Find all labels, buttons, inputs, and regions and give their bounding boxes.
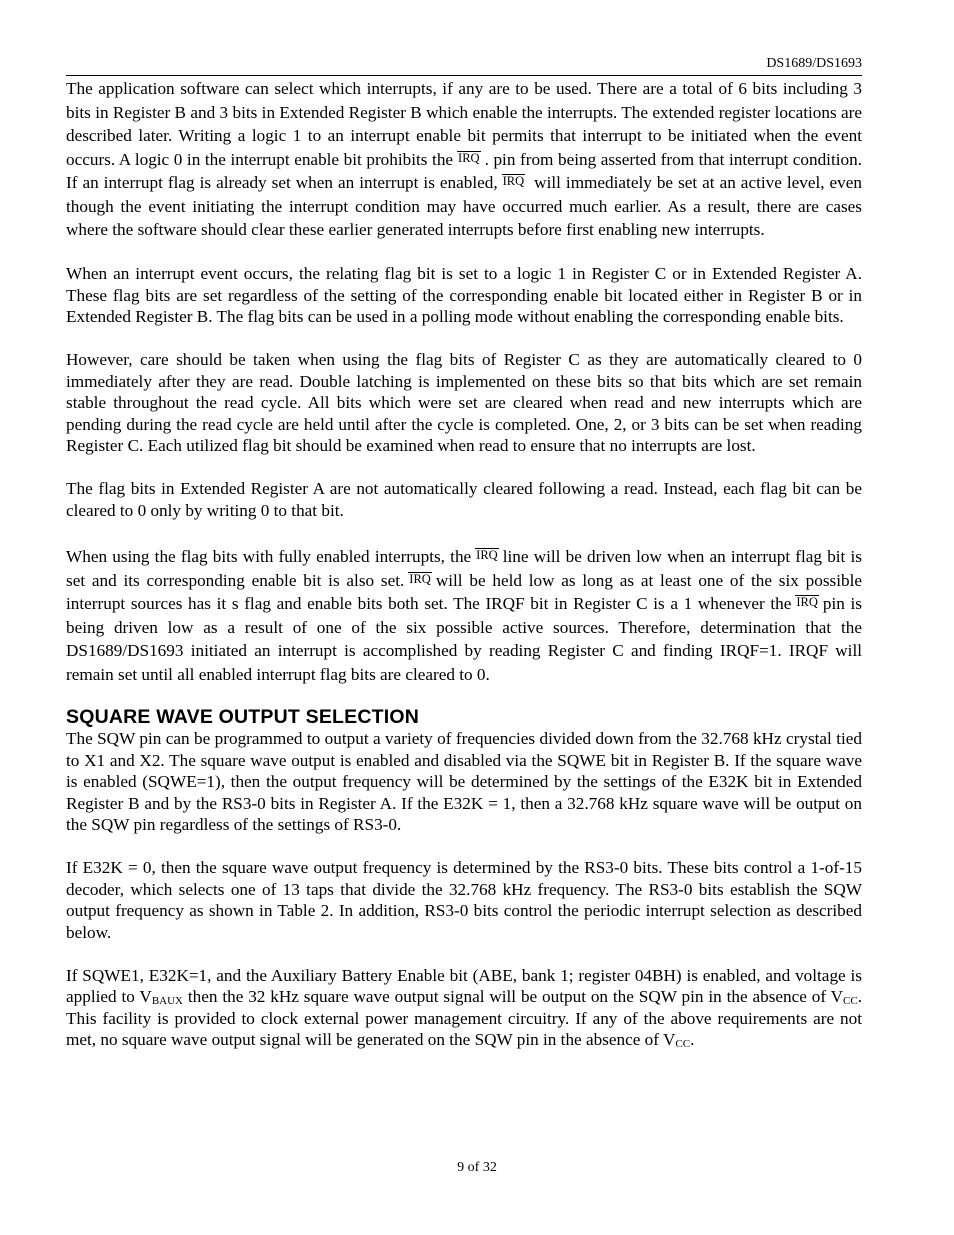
irq-signal-label: IRQ: [476, 548, 498, 562]
paragraph-text: .: [690, 1030, 695, 1049]
paragraph-text: The application software can select which interrupts, if any are to be used. There are a total of 6 bits including 3 bits in Register B and 3 bits in Extended Register B which enable the interrupts. The extended register locations are described later. Writing a logic 1 to an interrupt enable bit permits that interrupt to be initiated when the event occurs. A logic 0 in the interrupt enable bit prohibits the: [66, 79, 862, 169]
subscript-baux: BAUX: [151, 995, 183, 1007]
paragraph-extended-register-a: The flag bits in Extended Register A are not automatically cleared following a read. Instead, each flag bit can be cleared to 0 only by writing 0 to that bit.: [66, 479, 862, 520]
page-number-footer: 9 of 32: [457, 1160, 497, 1175]
paragraph-sqw-pin: The SQW pin can be programmed to output a variety of frequencies divided down from the 32.768 kHz crystal tied to X1 and X2. The square wave output is enabled and disabled via the SQWE bit in Register B. If the square wave is enabled (SQWE=1), then the output frequency will be determined by the settings of the E32K bit in Extended Register B and by the RS3-0 bits in Register A. If the E32K = 1, then a 32.768 kHz square wave will be output on the SQW pin regardless of the settings of RS3-0.: [66, 729, 862, 834]
subscript-cc: CC: [675, 1038, 691, 1050]
irq-signal-label: IRQ: [796, 595, 818, 609]
paragraph-text: . This facility is provided to clock external power management circuitry. If any of the above requirements are not met, no square wave output signal will be generated on the SQW pin in the absence of V: [66, 987, 863, 1049]
document-id-header: DS1689/DS1693: [766, 56, 862, 71]
irq-signal-label: IRQ: [458, 150, 480, 165]
paragraph-text: . pin from being asserted from that interrupt condition. If an interrupt flag is already set when an interrupt is enabled,: [66, 149, 862, 192]
paragraph-e32k-zero: If E32K = 0, then the square wave output frequency is determined by the RS3-0 bits. These bits control a 1-of-15 decoder, which selects one of 13 taps that divide the 32.768 kHz frequency. The RS3-0 bits establish the SQW output frequency as shown in Table 2. In addition, RS3-0 bits control the periodic interrupt selection as described below.: [66, 858, 862, 942]
paragraph-text: When using the flag bits with fully enabled interrupts, the: [66, 547, 472, 566]
subscript-cc: CC: [843, 995, 858, 1007]
paragraph-interrupt-enable: [66, 77, 862, 242]
paragraph-text: If SQWE1, E32K=1, and the Auxiliary Battery Enable bit (ABE, bank 1; register 04BH) is enabled, and voltage is applied to V: [66, 965, 862, 1006]
paragraph-register-c-flags: However, care should be taken when using the flag bits of Register C as they are automatically cleared to 0 immediately after they are read. Double latching is implemented on these bits so that bits which are set remain stable throughout the read cycle. All bits which were set are cleared when read and new interrupts which are pending during the read cycle are held until after the cycle is completed. One, 2, or 3 bits can be set when reading Register C. Each utilized flag bit should be examined when read to ensure that no interrupts are lost.: [66, 350, 862, 455]
section-heading-square-wave: SQUARE WAVE OUTPUT SELECTION: [66, 706, 420, 728]
page-body: [66, 77, 862, 1051]
paragraph-text: line will be driven low when an interrupt flag bit is set and its corresponding enable bit is also set.: [66, 547, 862, 590]
paragraph-auxiliary-battery: [66, 965, 862, 1051]
paragraph-irq-line: [66, 545, 862, 686]
irq-signal-label: IRQ: [409, 571, 431, 586]
paragraph-text: will be held low as long as at least one of the six possible interrupt sources has it s flag and enable bits both set. The IRQF bit in Register C is a 1 whenever the: [66, 570, 862, 613]
paragraph-interrupt-event: When an interrupt event occurs, the relating flag bit is set to a logic 1 in Register C or in Extended Register A. These flag bits are set regardless of the setting of the corresponding enable bit located either in Register B or in Extended Register B. The flag bits can be used in a polling mode without enabling the corresponding enable bits.: [66, 264, 862, 326]
paragraph-text: pin is being driven low as a result of one of the six possible active sources. Therefore, determination that the DS1689/DS1693 initiated an interrupt is accomplished by reading Register C and finding IRQF=1. IRQF will remain set until all enabled interrupt flag bits are cleared to 0.: [66, 594, 862, 684]
paragraph-text: then the 32 kHz square wave output signal will be output on the SQW pin in the absence of V: [182, 987, 844, 1006]
paragraph-text: will immediately be set at an active level, even though the event initiating the interrupt condition may have occurred much earlier. As a result, there are cases where the software should clear these earlier generated interrupts before first enabling new interrupts.: [66, 173, 862, 239]
header-divider: [66, 75, 862, 76]
irq-signal-label: IRQ: [502, 174, 525, 188]
